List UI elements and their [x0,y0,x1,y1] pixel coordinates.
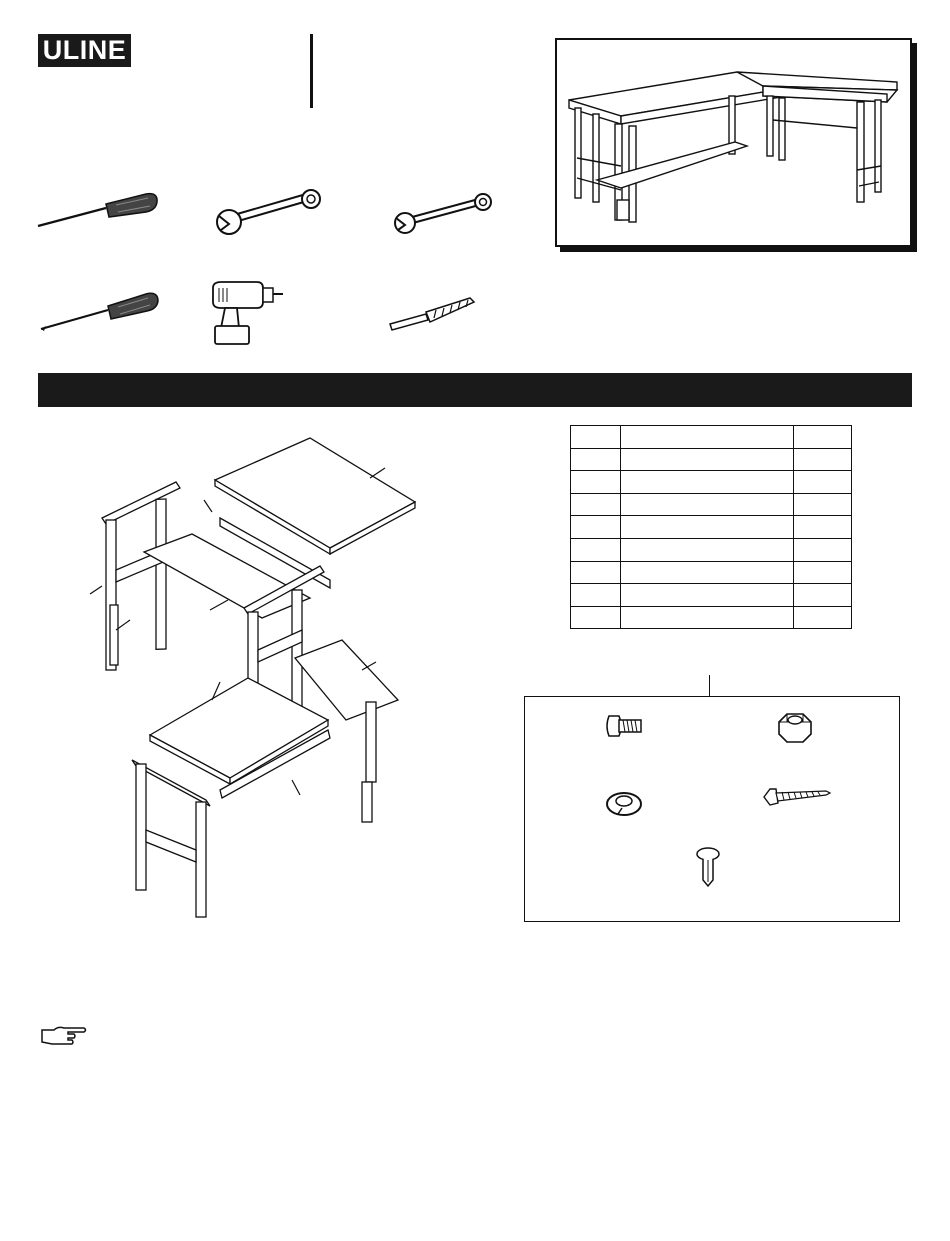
table-cell [794,471,852,494]
table-cell [621,561,794,584]
table-cell [621,584,794,607]
table-cell [794,584,852,607]
table-cell [571,606,621,629]
table-cell [571,471,621,494]
table-cell [571,584,621,607]
table-row [571,471,852,494]
table-cell [621,493,794,516]
table-cell [794,516,852,539]
table-cell [571,426,621,449]
combination-wrench-small-icon [387,192,497,237]
exploded-view-drawing [80,430,440,930]
wood-screw-icon [762,785,832,809]
table-row [571,493,852,516]
table-cell [571,516,621,539]
table-row [571,606,852,629]
hex-nut-icon [775,710,815,746]
table-cell [621,606,794,629]
table-cell [794,561,852,584]
table-cell [794,448,852,471]
table-row [571,584,852,607]
table-cell [571,538,621,561]
section-header-bar [38,373,912,407]
drill-bit-icon [388,292,478,332]
uline-logo: ULINE [38,34,131,67]
table-cell [571,561,621,584]
carriage-bolt-icon [605,712,645,742]
pointing-hand-icon [40,1024,88,1046]
table-cell [794,606,852,629]
table-cell [571,448,621,471]
hardware-connector-line [709,675,710,697]
table-cell [621,426,794,449]
table-cell [621,538,794,561]
phillips-screwdriver-icon [38,288,163,336]
table-row [571,561,852,584]
table-row [571,538,852,561]
lock-washer-icon [604,786,646,820]
table-cell [794,493,852,516]
table-cell [621,516,794,539]
flathead-screwdriver-icon [36,188,161,238]
parts-table [570,425,852,629]
table-row [571,448,852,471]
table-header-row [571,426,852,449]
table-cell [794,426,852,449]
product-image-frame [555,38,912,247]
table-row [571,516,852,539]
hardware-box [524,696,900,922]
push-rivet-icon [694,846,724,888]
table-cell [621,448,794,471]
table-cell [794,538,852,561]
table-cell [571,493,621,516]
l-shaped-workbench-icon [557,40,910,245]
combination-wrench-large-icon [207,190,327,240]
table-cell [621,471,794,494]
header-divider [310,34,313,108]
cordless-drill-icon [207,280,287,348]
